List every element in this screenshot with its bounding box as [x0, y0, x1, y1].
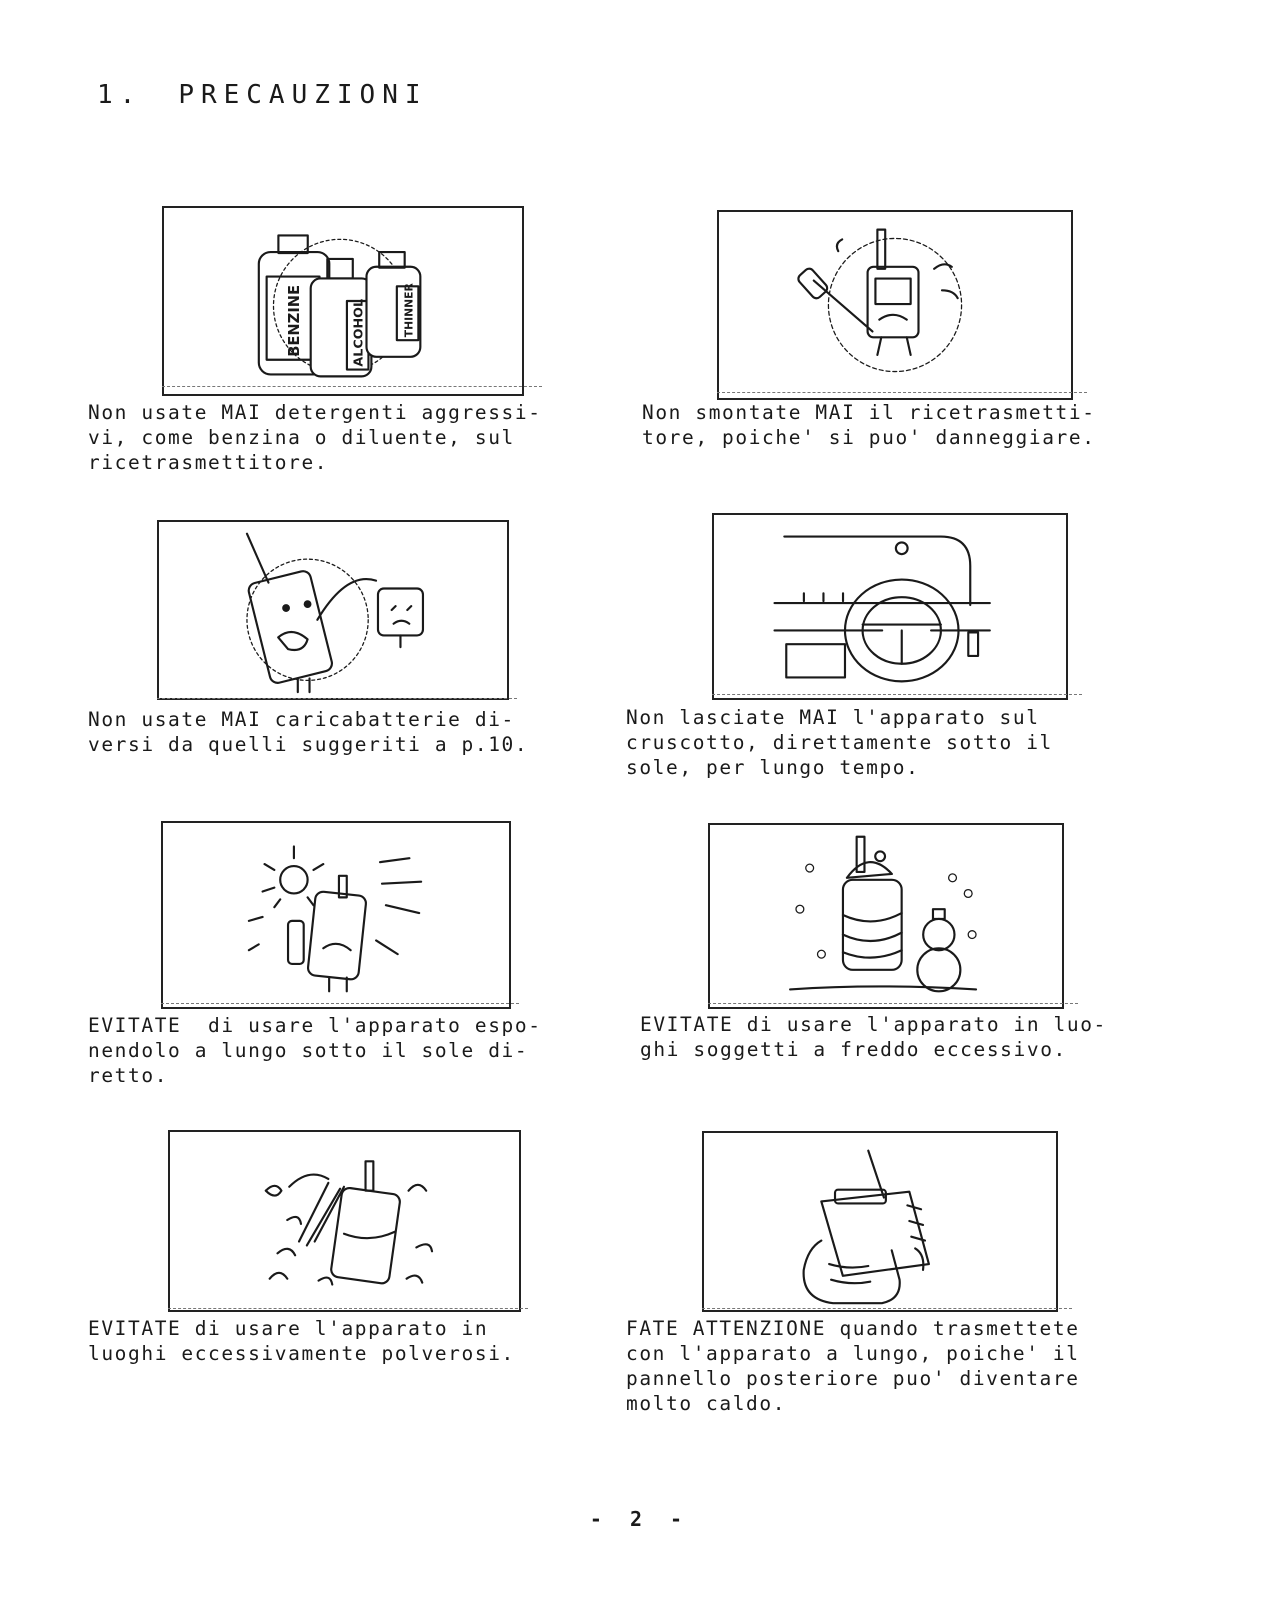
- hand-holding-transceiver-icon: [704, 1133, 1056, 1310]
- illustration-charger: [157, 520, 509, 700]
- page-heading: [97, 80, 428, 110]
- illustration-screwdriver: [717, 210, 1073, 400]
- caption-cold: EVITATE di usare l'apparato in luo- ghi soggetti a freddo eccessivo.: [640, 1013, 1107, 1061]
- divider-rule: [157, 698, 517, 699]
- dusty-transceiver-icon: [170, 1132, 519, 1310]
- divider-rule: [702, 1308, 1072, 1309]
- divider-rule: [168, 1308, 528, 1309]
- charger-transceiver-icon: [159, 522, 507, 698]
- screwdriver-transceiver-icon: [719, 212, 1071, 398]
- car-dashboard-icon: [714, 515, 1066, 698]
- caption-sun: EVITATE di usare l'apparato espo- nendolo a lungo sotto il sole di- retto.: [88, 1014, 542, 1087]
- illustration-dashboard: [712, 513, 1068, 700]
- caption-hot-back: FATE ATTENZIONE quando trasmettete con l'apparato a lungo, poiche' il pannello posteriore puo' diventare molto caldo.: [626, 1317, 1080, 1415]
- caption-dashboard: Non lasciate MAI l'apparato sul cruscotto, direttamente sotto il sole, per lungo tempo.: [626, 706, 1053, 779]
- divider-rule: [161, 1003, 519, 1004]
- sun-heat-transceiver-icon: [163, 823, 509, 1007]
- divider-rule: [717, 392, 1087, 393]
- divider-rule: [708, 1003, 1078, 1004]
- divider-rule: [712, 694, 1082, 695]
- section-title: PRECAUZIONI: [178, 80, 428, 110]
- bottle-label-alcohol: ALCOHOL: [350, 298, 366, 367]
- caption-dust: EVITATE di usare l'apparato in luoghi eccessivamente polverosi.: [88, 1317, 515, 1365]
- illustration-solvent-bottles: [162, 206, 524, 396]
- divider-rule: [162, 386, 542, 387]
- bottle-label-thinner: THINNER: [402, 283, 416, 338]
- illustration-cold: [708, 823, 1064, 1009]
- caption-solvents: Non usate MAI detergenti aggressi- vi, come benzina o diluente, sul ricetrasmettitore.: [88, 401, 542, 474]
- illustration-dust: [168, 1130, 521, 1312]
- illustration-hot-back-panel: [702, 1131, 1058, 1312]
- solvent-bottles-icon: [164, 208, 522, 394]
- caption-charger: Non usate MAI caricabatterie di- versi da quelli suggeriti a p.10.: [88, 708, 529, 756]
- page-number: - 2 -: [589, 1507, 691, 1531]
- bottle-label-benzine: BENZINE: [285, 284, 303, 357]
- section-number: 1.: [97, 80, 143, 110]
- caption-disassemble: Non smontate MAI il ricetrasmetti- tore, poiche' si puo' danneggiare.: [642, 401, 1096, 449]
- snowman-cold-transceiver-icon: [710, 825, 1062, 1007]
- illustration-sun: [161, 821, 511, 1009]
